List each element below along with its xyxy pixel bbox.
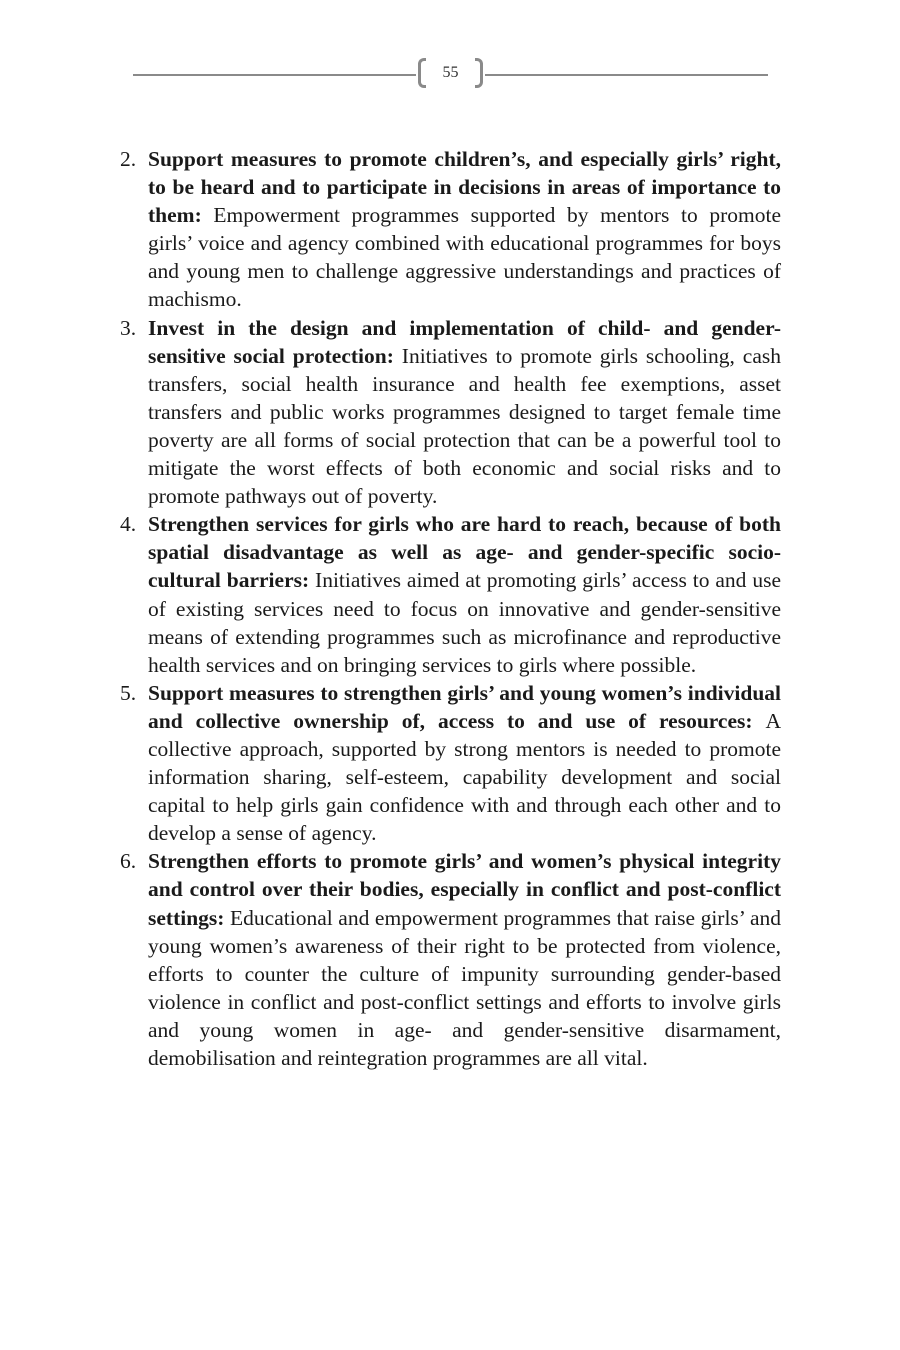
header-rule-left (133, 74, 416, 76)
item-heading: Strengthen services for girls who are hard to reach, because of both spatial disadvantage as well as age- and gender-specific socio-cultural barriers: (148, 512, 781, 593)
item-number: 5. (120, 680, 137, 705)
recommendations-list (120, 145, 781, 1072)
item-heading: Strengthen efforts to promote girls’ and women’s physical integrity and control over their bodies, especially in conflict and post-conflict settings: (148, 849, 781, 930)
item-number: 3. (120, 315, 137, 340)
close-bracket-icon (475, 58, 483, 88)
item-body: Initiatives aimed at promoting girls’ access to and use of existing services need to focus on innovative and gender-sensitive means of extending programmes such as microfinance and reproductive health services and on bringing services to girls where possible. (148, 568, 781, 677)
item-body: Educational and empowerment programmes that raise girls’ and young women’s awareness of their right to be protected from violence, efforts to counter the culture of impunity surrounding gender-based violence in conflict and post-conflict settings and efforts to involve girls and young women in age- and gender-sensitive disarmament, demobilisation and reintegration programmes are all vital. (148, 905, 781, 1070)
list-item (120, 847, 781, 1072)
item-number: 2. (120, 147, 137, 171)
list-item (120, 314, 781, 511)
list-item (120, 145, 781, 314)
header-rule-right (485, 74, 768, 76)
item-number: 4. (120, 512, 137, 537)
item-number: 6. (120, 849, 137, 874)
item-heading: Support measures to promote children’s, and especially girls’ right, to be heard and to participate in decisions in areas of importance to them: (148, 147, 781, 228)
item-heading: Invest in the design and implementation of child- and gender-sensitive social protection: (148, 315, 781, 368)
item-body: Empowerment programmes supported by mentors to promote girls’ voice and agency combined with educational programmes for boys and young men to challenge aggressive understandings and practices of machismo. (148, 203, 781, 312)
item-body: A collective approach, supported by strong mentors is needed to promote information sharing, self-esteem, capability development and social capital to help girls gain confidence with and through each other and to develop a sense of agency. (148, 708, 781, 846)
list-item (120, 679, 781, 848)
open-bracket-icon (418, 58, 426, 88)
page-header (133, 58, 768, 94)
page-number: 55 (442, 64, 459, 81)
item-body: Initiatives to promote girls schooling, cash transfers, social health insurance and health fee exemptions, asset transfers and public works programmes designed to target female time poverty are all forms of social protection that can be a powerful tool to mitigate the worst effects of both economic and social risks and to promote pathways out of poverty. (148, 343, 781, 509)
item-heading: Support measures to strengthen girls’ and young women’s individual and collective ownership of, access to and use of resources: (148, 680, 781, 733)
list-item (120, 510, 781, 679)
